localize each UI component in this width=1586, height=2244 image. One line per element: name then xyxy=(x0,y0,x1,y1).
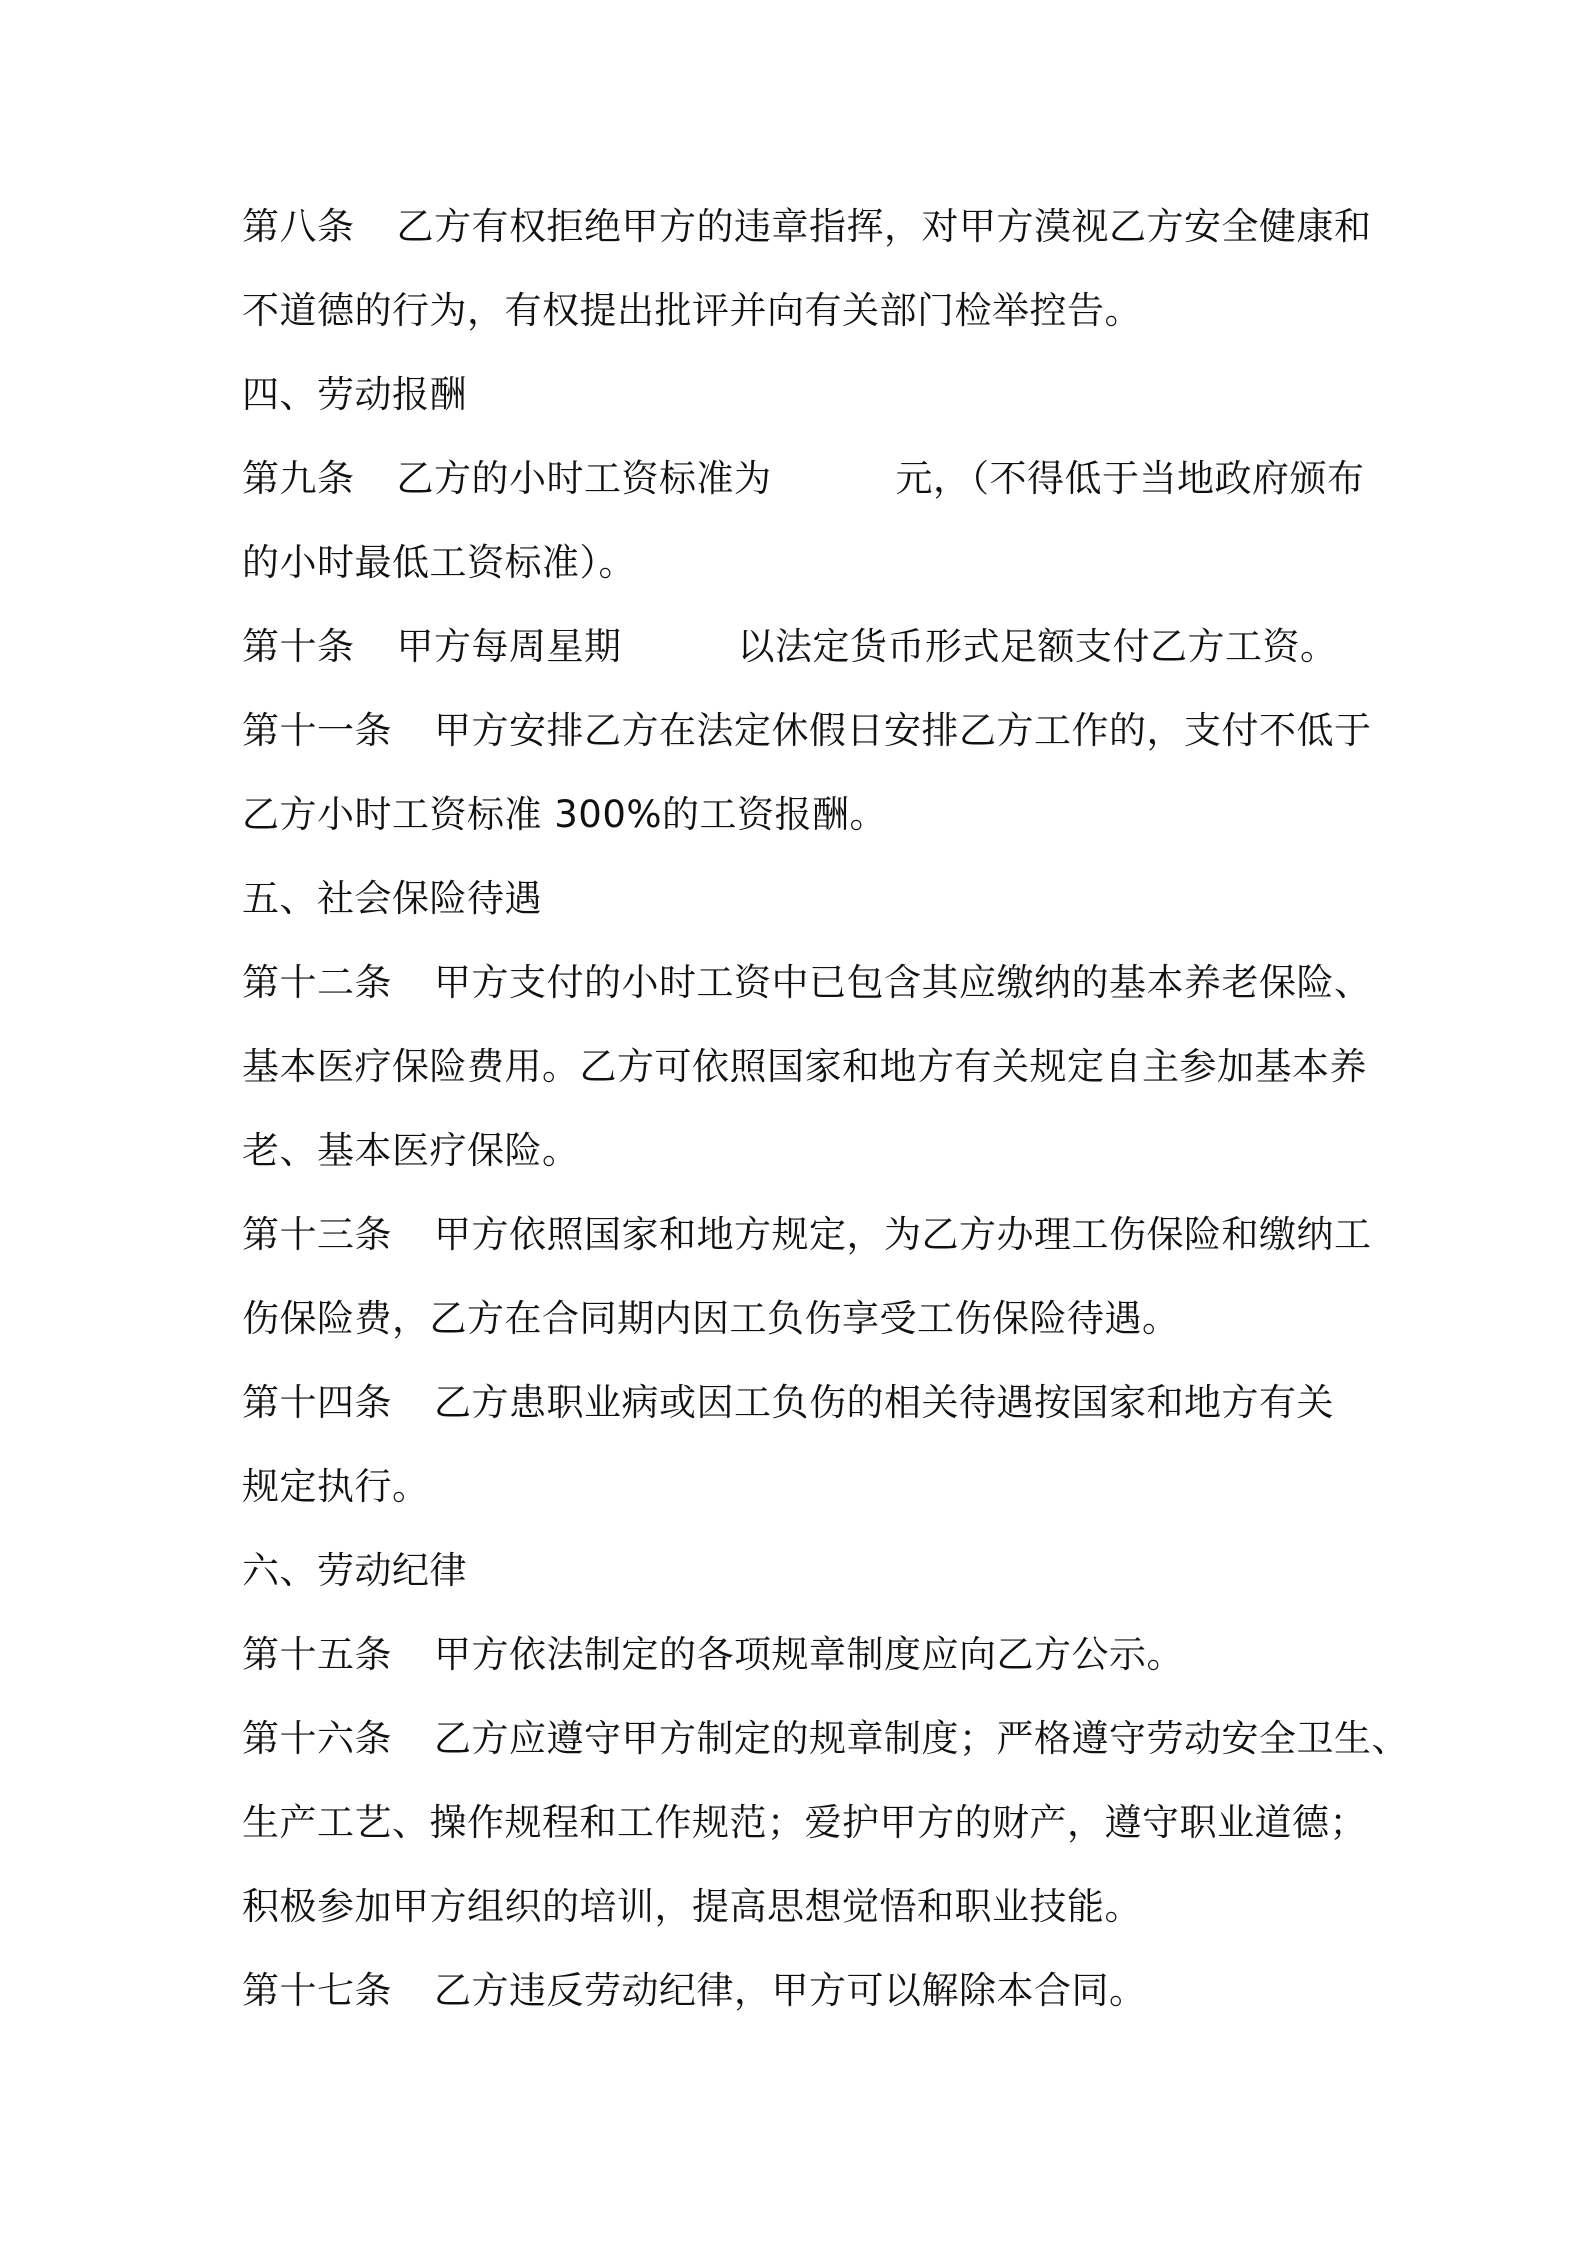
article-16-line-1 xyxy=(242,1709,1409,1769)
article-13-text-2: 伤保险费，乙方在合同期内因工负伤享受工伤保险待遇。 xyxy=(242,1297,1180,1340)
article-16-text-2: 生产工艺、操作规程和工作规范；爱护甲方的财产，遵守职业道德； xyxy=(242,1801,1367,1844)
section-heading-4 xyxy=(242,365,1392,425)
article-11-text-1: 甲方安排乙方在法定休假日安排乙方工作的，支付不低于 xyxy=(434,709,1372,752)
article-16-line-3 xyxy=(242,1877,1392,1937)
article-11-text-2: 乙方小时工资标准 300%的工资报酬。 xyxy=(242,793,888,836)
article-10-text-1b: 以法定货币形式足额支付乙方工资。 xyxy=(737,625,1338,668)
section-heading-4-text: 四、劳动报酬 xyxy=(242,373,467,416)
article-10-label: 第十条 xyxy=(242,625,355,668)
article-11-label: 第十一条 xyxy=(242,709,392,752)
article-11-line-2 xyxy=(242,785,1392,845)
section-heading-6 xyxy=(242,1541,1392,1601)
article-14-line-1 xyxy=(242,1373,1392,1433)
section-heading-5-text: 五、社会保险待遇 xyxy=(242,877,542,920)
article-16-line-2 xyxy=(242,1793,1392,1853)
article-12-text-1: 甲方支付的小时工资中已包含其应缴纳的基本养老保险、 xyxy=(434,961,1372,1004)
article-14-label: 第十四条 xyxy=(242,1381,392,1424)
article-12-label: 第十二条 xyxy=(242,961,392,1004)
article-9-label: 第九条 xyxy=(242,457,355,500)
article-15-label: 第十五条 xyxy=(242,1633,392,1676)
article-12-text-2: 基本医疗保险费用。乙方可依照国家和地方有关规定自主参加基本养 xyxy=(242,1045,1367,1088)
article-8-label: 第八条 xyxy=(242,205,355,248)
article-17-label: 第十七条 xyxy=(242,1969,392,2012)
article-12-text-3: 老、基本医疗保险。 xyxy=(242,1129,580,1172)
article-12-line-3 xyxy=(242,1121,1392,1181)
article-16-text-1: 乙方应遵守甲方制定的规章制度；严格遵守劳动安全卫生、 xyxy=(434,1717,1409,1760)
article-13-line-1 xyxy=(242,1205,1392,1265)
article-10-text-1a: 甲方每周星期 xyxy=(396,625,622,668)
article-9-line-2 xyxy=(242,533,1392,593)
article-16-text-3: 积极参加甲方组织的培训，提高思想觉悟和职业技能。 xyxy=(242,1885,1142,1928)
article-8-line-1 xyxy=(242,197,1392,257)
article-14-text-2: 规定执行。 xyxy=(242,1465,430,1508)
article-9-text-2: 的小时最低工资标准）。 xyxy=(242,541,636,584)
article-13-line-2 xyxy=(242,1289,1392,1349)
article-17-line-1 xyxy=(242,1961,1392,2021)
article-9-text-1a: 乙方的小时工资标准为 xyxy=(396,457,772,500)
article-8-text-2: 不道德的行为，有权提出批评并向有关部门检举控告。 xyxy=(242,289,1142,332)
article-12-line-1 xyxy=(242,953,1392,1013)
article-16-label: 第十六条 xyxy=(242,1717,392,1760)
article-15-text-1: 甲方依法制定的各项规章制度应向乙方公示。 xyxy=(434,1633,1184,1676)
article-10-line-1 xyxy=(242,617,1392,677)
article-9-text-1b: 元，（不得低于当地政府颁布 xyxy=(895,457,1365,500)
article-9-line-1 xyxy=(242,449,1392,509)
article-13-text-1: 甲方依照国家和地方规定，为乙方办理工伤保险和缴纳工 xyxy=(434,1213,1372,1256)
article-8-line-2 xyxy=(242,281,1392,341)
article-8-text-1: 乙方有权拒绝甲方的违章指挥，对甲方漠视乙方安全健康和 xyxy=(396,205,1372,248)
article-11-line-1 xyxy=(242,701,1392,761)
section-heading-6-text: 六、劳动纪律 xyxy=(242,1549,467,1592)
article-12-line-2 xyxy=(242,1037,1392,1097)
article-17-text-1: 乙方违反劳动纪律，甲方可以解除本合同。 xyxy=(434,1969,1147,2012)
article-14-text-1: 乙方患职业病或因工负伤的相关待遇按国家和地方有关 xyxy=(434,1381,1334,1424)
article-13-label: 第十三条 xyxy=(242,1213,392,1256)
section-heading-5 xyxy=(242,869,1392,929)
article-15-line-1 xyxy=(242,1625,1392,1685)
article-14-line-2 xyxy=(242,1457,1392,1517)
